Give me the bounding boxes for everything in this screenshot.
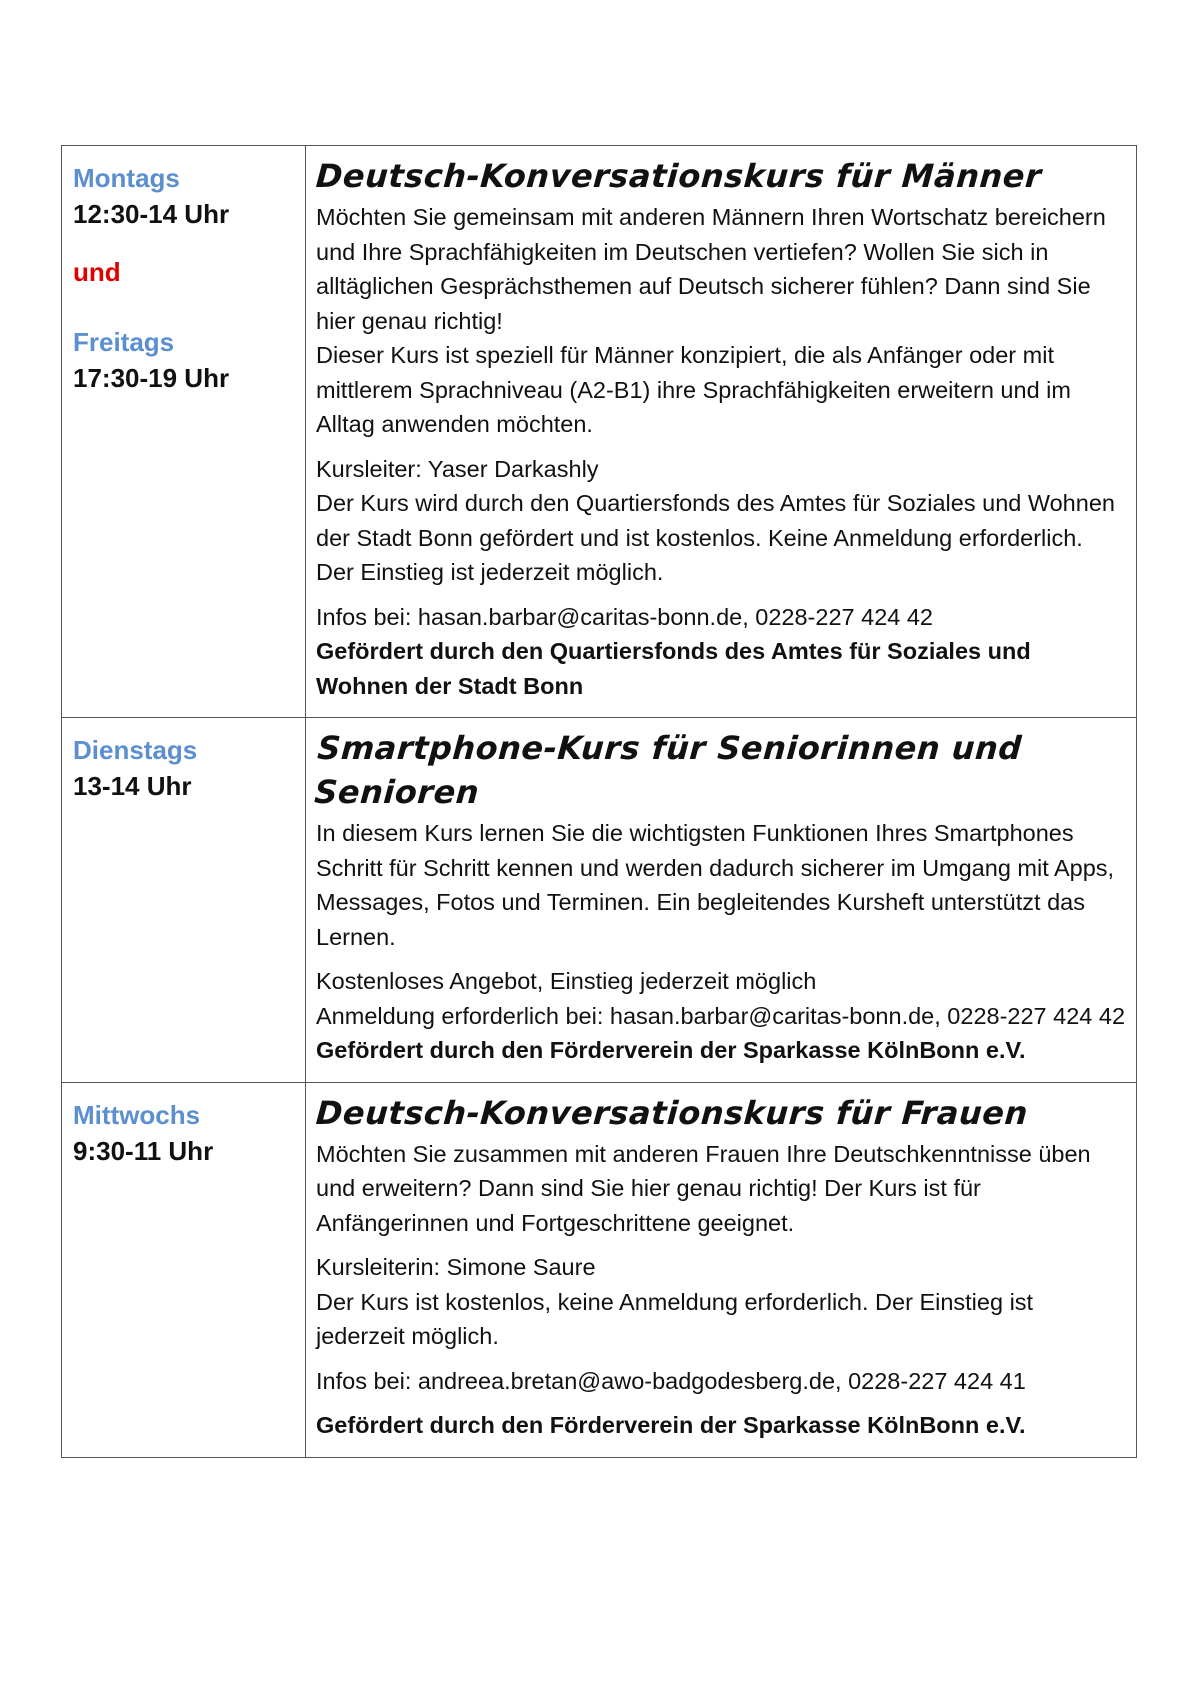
course-row (62, 1082, 1137, 1457)
course-info: Kostenloses Angebot, Einstieg jederzeit möglich (316, 968, 817, 994)
course-description: In diesem Kurs lernen Sie die wichtigsten Funktionen Ihres Smartphones Schritt für Schritt kennen und werden dadurch sicherer im Umgang mit Apps, Messages, Fotos und Terminen. Ein begleitendes Kursheft unterstützt das Lernen. (316, 820, 1115, 950)
course-time: 12:30-14 Uhr (73, 199, 230, 229)
course-row (62, 718, 1137, 1083)
course-title: Smartphone-Kurs für Seniorinnen und Senioren (313, 729, 1024, 811)
course-title: Deutsch-Konversationskurs für Frauen (314, 1093, 1030, 1132)
schedule-cell (62, 146, 306, 718)
course-info: Der Kurs ist kostenlos, keine Anmeldung erforderlich. Der Einstieg ist jederzeit möglich. (316, 1288, 1034, 1349)
course-leader: Kursleiterin: Simone Saure (316, 1254, 596, 1280)
course-description: Möchten Sie zusammen mit anderen Frauen Ihre Deutschkenntnisse üben und erweitern? Dann sind Sie hier genau richtig! Der Kurs ist für Anfängerinnen und Fortgeschrittene geeignet. (316, 1140, 1091, 1236)
course-schedule-table (61, 145, 1137, 1458)
course-time: 9:30-11 Uhr (73, 1135, 214, 1166)
course-title: Deutsch-Konversationskurs für Männer (314, 157, 1043, 195)
course-content-cell (306, 718, 1137, 1083)
course-funding: Gefördert durch den Quartiersfonds des Amtes für Soziales und Wohnen der Stadt Bonn (316, 638, 1031, 699)
course-day: Montags (73, 163, 180, 193)
course-funding: Gefördert durch den Förderverein der Sparkasse KölnBonn e.V. (316, 1412, 1026, 1438)
schedule-cell (62, 1082, 306, 1457)
course-funding: Gefördert durch den Förderverein der Sparkasse KölnBonn e.V. (316, 1037, 1026, 1063)
course-time: 13-14 Uhr (73, 771, 192, 801)
course-time: 17:30-19 Uhr (73, 363, 230, 393)
course-row (62, 146, 1137, 718)
course-contact: Infos bei: hasan.barbar@caritas-bonn.de, 0228-227 424 42 (316, 603, 934, 630)
course-leader: Kursleiter: Yaser Darkashly (316, 455, 599, 482)
course-day: Freitags (73, 327, 175, 357)
course-day: Dienstags (73, 735, 198, 765)
course-content-cell (306, 146, 1137, 718)
course-info: Der Kurs wird durch den Quartiersfonds des Amtes für Soziales und Wohnen der Stadt Bonn gefördert und ist kostenlos. Keine Anmeldung erforderlich. Der Einstieg ist jederzeit möglich. (316, 490, 1115, 585)
course-description: Möchten Sie gemeinsam mit anderen Männern Ihren Wortschatz bereichern und Ihre Sprachfähigkeiten im Deutschen vertiefen? Wollen Sie sich in alltäglichen Gesprächsthemen auf Deutsch sicherer fühlen? Dann sind Sie hier genau richtig! (316, 204, 1106, 334)
course-description: Dieser Kurs ist speziell für Männer konzipiert, die als Anfänger oder mit mittlerem Sprachniveau (A2-B1) ihre Sprachfähigkeiten erweitern und im Alltag anwenden möchten. (316, 342, 1071, 437)
course-content-cell (306, 1082, 1137, 1457)
course-day: Mittwochs (73, 1099, 201, 1130)
course-contact: Anmeldung erforderlich bei: hasan.barbar@caritas-bonn.de, 0228-227 424 42 (316, 1002, 1126, 1029)
schedule-connector: und (73, 257, 121, 287)
schedule-cell (62, 718, 306, 1083)
course-contact: Infos bei: andreea.bretan@awo-badgodesberg.de, 0228-227 424 41 (316, 1367, 1026, 1394)
